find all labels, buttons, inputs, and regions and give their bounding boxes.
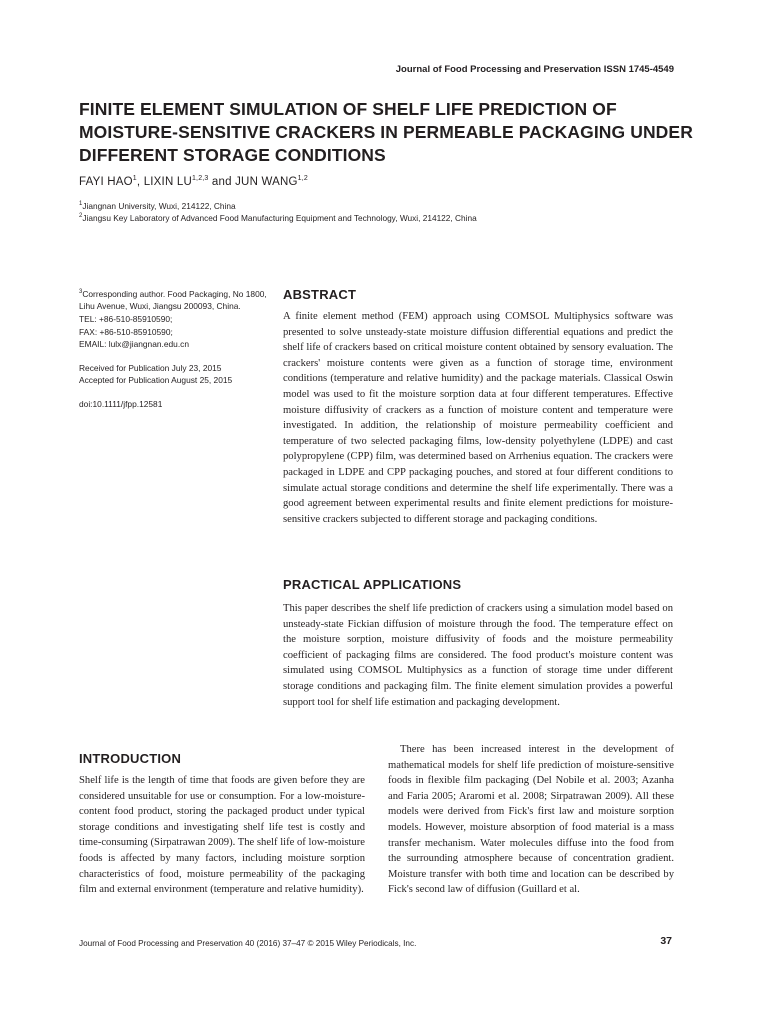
practical-applications-text: This paper describes the shelf life prediction of crackers using a simulation model based on unsteady-state Fickian diffusion of moisture through the food. The temperature effect on the moisture sorption, moisture diffusivity of foods and the moisture permeability coefficient of packaging films are considered. The food product's moisture content was simulated using COMSOL Multiphysics as a function of storage time under different storage conditions and packaging film. The finite element simulation provides a powerful support tool for shelf life estimation and packaging development. <box>283 603 673 708</box>
author-name: LIXIN LU <box>143 175 192 188</box>
affiliation-mark: 1 <box>79 201 83 207</box>
author-affiliation-mark: 1 <box>132 175 137 182</box>
telephone: TEL: +86-510-85910590; <box>79 313 173 324</box>
article-info-sidebar <box>79 286 269 411</box>
footer-citation: Journal of Food Processing and Preservation 40 (2016) 37–47 © 2015 Wiley Periodicals, Inc. <box>79 939 417 948</box>
received-date: Received for Publication July 23, 2015 <box>79 362 222 373</box>
affiliation-text: Jiangnan University, Wuxi, 214122, China <box>82 200 236 211</box>
email: EMAIL: lulx@jiangnan.edu.cn <box>79 339 189 350</box>
introduction-right-column: There has been increased interest in the development of mathematical models for shelf life prediction of moisture-sensitive foods in flexible film packaging (Del Nobile et al. 2003; Azanha and Faria 2005; Araromi et al. 2008; Sirpatrawan 2009). All these models were derived from Fick's first law and moisture sorption models. However, moisture absorption of food material is a mass transfer mechanism. Water molecules diffuse into the food from the surrounding atmosphere because of concentration gradient. Moisture transfer with both time and location can be described by Fick's second law of diffusion (Guillard et al. <box>388 744 674 896</box>
introduction-left-column: Shelf life is the length of time that foods are given before they are considered unsuitable for use or consumption. For a low-moisture-content food product, storing the packaged product under typical storage conditions and investigating shelf life test is costly and time-consuming (Sirpatrawan 2009). The shelf life of low-moisture foods is affected by many factors, including moisture sorption characteristics of food, moisture permeability of the packaging film and external environment (temperature and relative humidity). <box>79 775 365 896</box>
page-number: 37 <box>660 935 672 947</box>
author-affiliation-mark: 1,2,3 <box>191 175 209 182</box>
author-affiliation-mark: 1,2 <box>297 175 308 182</box>
affiliation-text: Jiangsu Key Laboratory of Advanced Food Manufacturing Equipment and Technology, Wuxi, 214122, China <box>82 212 477 223</box>
affiliation <box>79 199 236 212</box>
corresponding-author: $^3$Corresponding author. Food Packaging, No 1800, Lihu Avenue, Wuxi, Jiangsu 200093, China. <box>79 288 267 312</box>
affiliation-mark: 2 <box>79 213 83 219</box>
corresponding-mark: 3 <box>79 289 83 295</box>
author-name: FAYI HAO <box>79 175 133 188</box>
practical-applications-heading: PRACTICAL APPLICATIONS <box>283 577 462 592</box>
author-separator: , <box>136 175 144 188</box>
introduction-heading: INTRODUCTION <box>79 751 182 766</box>
abstract-text: A finite element method (FEM) approach using COMSOL Multiphysics software was presented to solve unsteady-state moisture diffusion differential equations and predict the shelf life of crackers based on critical moisture content obtained by sensory evaluation. The crackers' moisture contents were given as a function of storage time, environment conditions (temperature and relative humidity) and the package materials. Classical Oswin model was used to fit the moisture sorption data at four different temperatures. Effective moisture diffusivity of crackers as a function of moisture content and temperature were investigated. In addition, the relationship of moisture permeability coefficient and temperature of two selected packaging films, low-density polyethylene (LDPE) and cast polypropylene (CPP) film, was determined based on Arrhenius equation. The crackers were packaged in LDPE and CPP packaging pouches, and stored at four different conditions to simulate actual storage conditions and determine the shelf life experimentally. There was a good agreement between experimental results and finite element predictions for moisture-sensitive crackers subjected to different storage and packaging conditions. <box>283 311 673 525</box>
affiliation <box>79 211 477 224</box>
journal-header: Journal of Food Processing and Preservation ISSN 1745-4549 <box>395 64 674 75</box>
abstract-heading: ABSTRACT <box>283 287 357 302</box>
author-list <box>79 175 308 188</box>
doi: doi:10.1111/jfpp.12581 <box>79 398 163 409</box>
article-title: FINITE ELEMENT SIMULATION OF SHELF LIFE PREDICTION OF MOISTURE-SENSITIVE CRACKERS IN PERMEABLE PACKAGING UNDER DIFFERENT STORAGE CONDITIONS <box>79 99 693 165</box>
author-name: JUN WANG <box>235 175 298 188</box>
accepted-date: Accepted for Publication August 25, 2015 <box>79 375 233 386</box>
fax: FAX: +86-510-85910590; <box>79 326 173 337</box>
author-separator: and <box>208 175 236 188</box>
